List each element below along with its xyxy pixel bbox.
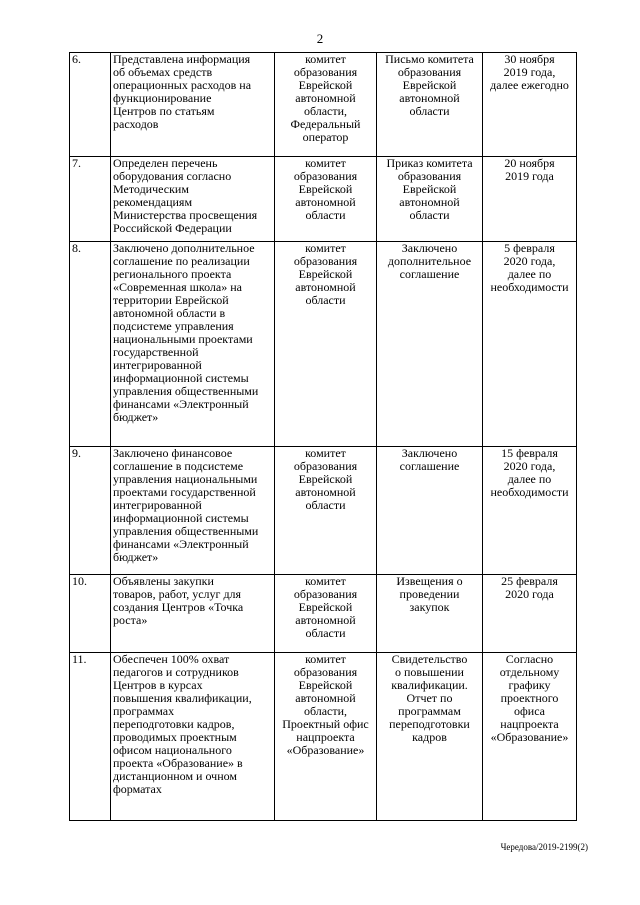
table-row: [70, 653, 577, 821]
deadline-cell-text: 20 ноября 2019 года: [504, 156, 555, 183]
responsible-cell-text: комитет образования Еврейской автономной области: [293, 574, 358, 640]
responsible-cell: [275, 447, 377, 575]
row-number-text: 11.: [72, 652, 87, 666]
action-cell: [111, 157, 275, 242]
result-cell: [377, 575, 483, 653]
action-cell: [111, 575, 275, 653]
document-code: Чередова/2019-2199(2): [500, 842, 588, 852]
responsible-cell-text: комитет образования Еврейской автономной области, Проектный офис нацпроекта «Образование»: [282, 652, 369, 757]
deadline-cell: [483, 157, 577, 242]
deadline-cell: [483, 242, 577, 447]
result-cell: [377, 53, 483, 157]
responsible-cell: [275, 575, 377, 653]
row-number-text: 8.: [72, 241, 81, 255]
deadline-cell-text: 15 февраля 2020 года, далее по необходимости: [490, 446, 569, 499]
action-cell-text: Заключено дополнительное соглашение по реализации регионального проекта «Современная школа» на территории Еврейской автономной области в подсистеме управления национальными проектами государственной интегрированной информационной системы управления общественными финансами «Электронный бюджет»: [113, 241, 259, 424]
action-cell-text: Объявлены закупки товаров, работ, услуг для создания Центров «Точка роста»: [113, 574, 244, 627]
row-number-text: 7.: [72, 156, 81, 170]
responsible-cell-text: комитет образования Еврейской автономной области, Федеральный оператор: [290, 52, 361, 144]
table-row: [70, 575, 577, 653]
deadline-cell-text: Согласно отдельному графику проектного офиса нацпроекта «Образование»: [490, 652, 569, 744]
result-cell: [377, 447, 483, 575]
deadline-cell-text: 5 февраля 2020 года, далее по необходимости: [490, 241, 569, 294]
row-number: [70, 242, 111, 447]
responsible-cell: [275, 157, 377, 242]
deadline-cell-text: 30 ноября 2019 года, далее ежегодно: [490, 52, 569, 92]
result-cell-text: Письмо комитета образования Еврейской автономной области: [385, 52, 474, 118]
row-number: [70, 653, 111, 821]
activities-table: [69, 52, 577, 821]
action-cell-text: Представлена информация об объемах средств операционных расходов на функционирование Центров по статьям расходов: [113, 52, 252, 131]
responsible-cell: [275, 242, 377, 447]
deadline-cell: [483, 53, 577, 157]
result-cell-text: Приказ комитета образования Еврейской автономной области: [386, 156, 473, 222]
action-cell: [111, 242, 275, 447]
result-cell-text: Свидетельство о повышении квалификации. Отчет по программам переподготовки кадров: [389, 652, 470, 744]
table-row: [70, 242, 577, 447]
responsible-cell: [275, 53, 377, 157]
row-number-text: 6.: [72, 52, 81, 66]
deadline-cell: [483, 575, 577, 653]
deadline-cell-text: 25 февраля 2020 года: [501, 574, 558, 601]
row-number: [70, 157, 111, 242]
row-number: [70, 575, 111, 653]
row-number: [70, 447, 111, 575]
deadline-cell: [483, 653, 577, 821]
action-cell: [111, 653, 275, 821]
row-number: [70, 53, 111, 157]
result-cell: [377, 242, 483, 447]
row-number-text: 10.: [72, 574, 87, 588]
action-cell: [111, 447, 275, 575]
result-cell-text: Извещения о проведении закупок: [396, 574, 463, 614]
row-number-text: 9.: [72, 446, 81, 460]
action-cell-text: Заключено финансовое соглашение в подсистеме управления национальными проектами государственной интегрированной информационной системы управления общественными финансами «Электронный бюджет»: [113, 446, 259, 564]
table-row: [70, 447, 577, 575]
table-row: [70, 157, 577, 242]
result-cell-text: Заключено соглашение: [399, 446, 460, 473]
result-cell-text: Заключено дополнительное соглашение: [387, 241, 472, 281]
deadline-cell: [483, 447, 577, 575]
responsible-cell: [275, 653, 377, 821]
page-number: 2: [316, 31, 324, 46]
action-cell: [111, 53, 275, 157]
action-cell-text: Определен перечень оборудования согласно Методическим рекомендациям Министерства просвещения Российской Федерации: [113, 156, 258, 235]
result-cell: [377, 653, 483, 821]
responsible-cell-text: комитет образования Еврейской автономной области: [293, 241, 358, 307]
responsible-cell-text: комитет образования Еврейской автономной области: [293, 446, 358, 512]
table-row: [70, 53, 577, 157]
responsible-cell-text: комитет образования Еврейской автономной области: [293, 156, 358, 222]
result-cell: [377, 157, 483, 242]
action-cell-text: Обеспечен 100% охват педагогов и сотрудников Центров в курсах повышения квалификации, программах переподготовки кадров, проводимых проектным офисом национального проекта «Образование» в дистанционном и очном форматах: [113, 652, 252, 796]
